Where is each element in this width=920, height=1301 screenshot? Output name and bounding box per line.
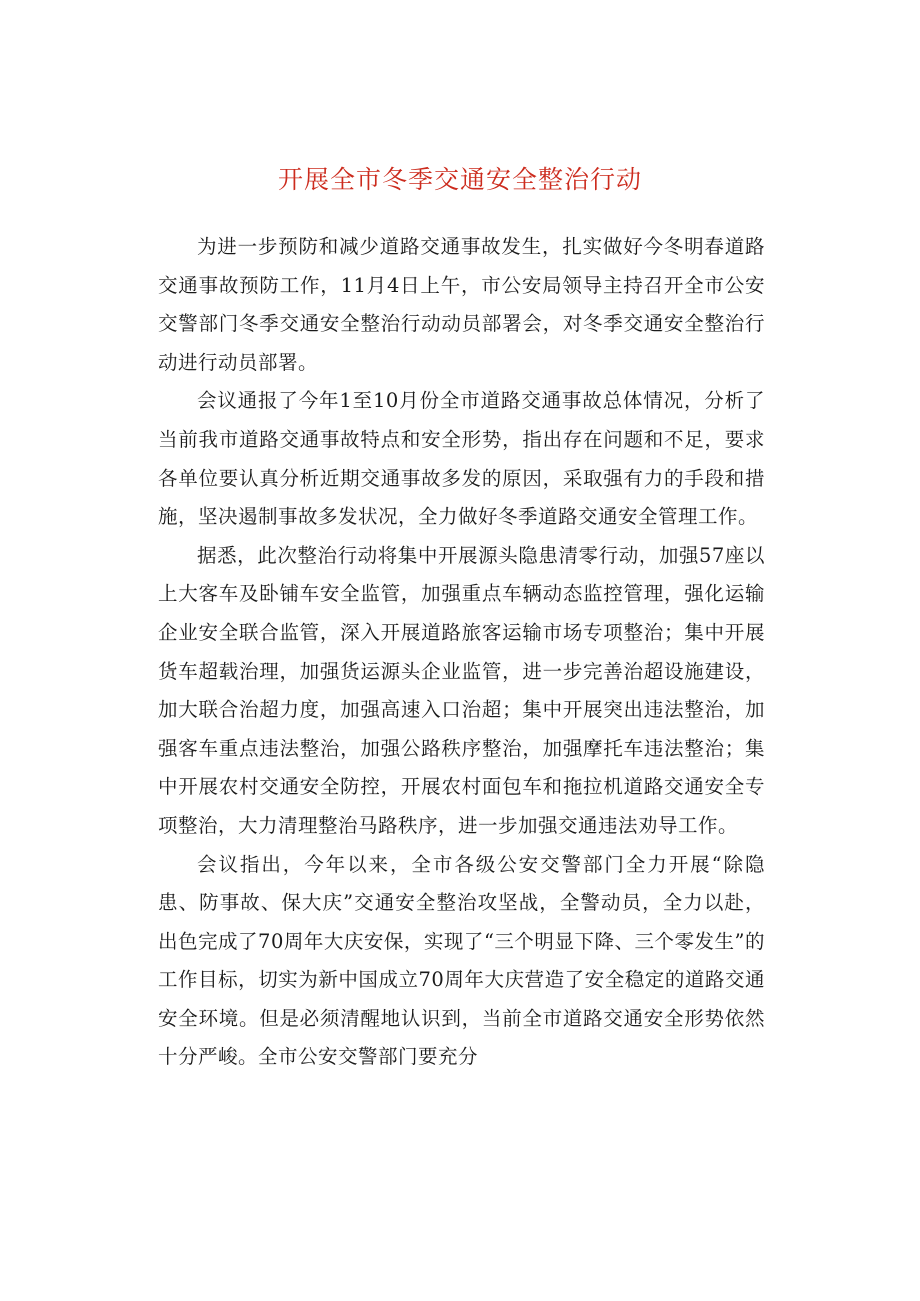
paragraph-2: 会议通报了今年1至10月份全市道路交通事故总体情况，分析了当前我市道路交通事故特点和安全形势，指出存在问题和不足，要求各单位要认真分析近期交通事故多发的原因，采取强有力的手段和措施，坚决遏制事故多发状况，全力做好冬季道路交通安全管理工作。 — [158, 389, 765, 529]
document-title: 开展全市冬季交通安全整治行动 — [277, 165, 642, 194]
paragraph-4: 会议指出，今年以来，全市各级公安交警部门全力开展“除隐患、防事故、保大庆”交通安全整治攻坚战，全警动员，全力以赴，出色完成了70周年大庆安保，实现了“三个明显下降、三个零发生”的工作目标，切实为新中国成立70周年大庆营造了安全稳定的道路交通安全环境。但是必须清醒地认识到，当前全市道路交通安全形势依然十分严峻。全市公安交警部门要充分 — [158, 852, 765, 1069]
document-body — [158, 228, 765, 1077]
paragraph-3: 据悉，此次整治行动将集中开展源头隐患清零行动，加强57座以上大客车及卧铺车安全监管，加强重点车辆动态监控管理，强化运输企业安全联合监管，深入开展道路旅客运输市场专项整治；集中开展货车超载治理，加强货运源头企业监管，进一步完善治超设施建设，加大联合治超力度，加强高速入口治超；集中开展突出违法整治，加强客车重点违法整治，加强公路秩序整治，加强摩托车违法整治；集中开展农村交通安全防控，开展农村面包车和拖拉机道路交通安全专项整治，大力清理整治马路秩序，进一步加强交通违法劝导工作。 — [158, 543, 765, 837]
paragraph-1: 为进一步预防和减少道路交通事故发生，扎实做好今冬明春道路交通事故预防工作，11月4日上午，市公安局领导主持召开全市公安交警部门冬季交通安全整治行动动员部署会，对冬季交通安全整治行动进行动员部署。 — [158, 235, 765, 374]
